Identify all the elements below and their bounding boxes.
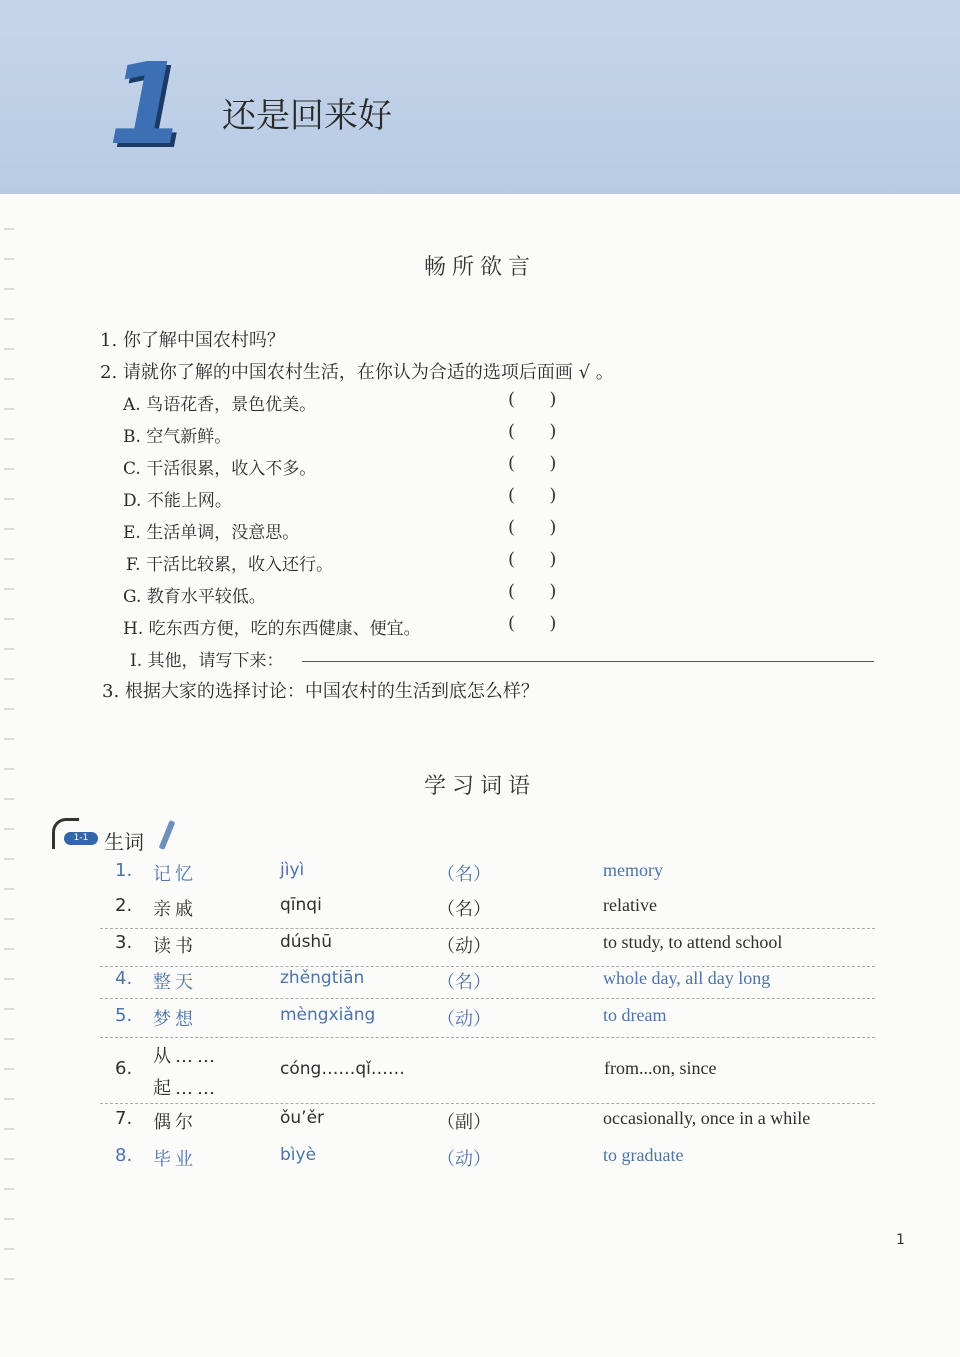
- vocab-hanzi-line1: 从……: [153, 1046, 219, 1067]
- section-title-discussion: 畅所欲言: [423, 255, 536, 280]
- vocab-pos: （名）: [437, 972, 491, 993]
- binding-marks: [4, 200, 14, 1300]
- chapter-number: 1: [108, 40, 184, 170]
- answer-blank[interactable]: ( ): [508, 453, 557, 474]
- option-c: C. 干活很累，收入不多。: [123, 459, 317, 479]
- vocab-row: [100, 932, 875, 967]
- option-f: F. 干活比较累，收入还行。: [126, 555, 333, 575]
- vocab-hanzi: 记忆: [153, 864, 197, 885]
- option-g: G. 教育水平较低。: [123, 587, 266, 607]
- answer-blank[interactable]: ( ): [508, 581, 557, 602]
- option-a: A. 鸟语花香，景色优美。: [123, 395, 317, 415]
- vocab-number: 3.: [115, 932, 133, 953]
- answer-blank[interactable]: ( ): [508, 421, 557, 442]
- question-1: 1. 你了解中国农村吗？: [100, 330, 285, 351]
- vocab-pinyin: cóng……qǐ……: [280, 1059, 405, 1079]
- vocab-pinyin: dúshū: [280, 932, 332, 952]
- vocab-hanzi-line2: 起……: [153, 1078, 219, 1099]
- section-title-vocabulary: 学习词语: [423, 774, 536, 799]
- vocab-hanzi: 偶尔: [153, 1112, 197, 1133]
- vocab-hanzi: 毕业: [153, 1149, 197, 1170]
- question-2: 2. 请就你了解的中国农村生活，在你认为合适的选项后面画 √ 。: [100, 362, 614, 383]
- vocab-row: [100, 1005, 875, 1038]
- option-h: H. 吃东西方便，吃的东西健康、便宜。: [123, 619, 421, 639]
- vocab-english: memory: [603, 860, 663, 880]
- vocab-pinyin: mèngxiǎng: [280, 1005, 376, 1025]
- page-number: 1: [896, 1232, 905, 1248]
- vocab-english: relative: [603, 895, 657, 915]
- vocab-hanzi: 梦想: [153, 1009, 197, 1030]
- vocab-number: 6.: [115, 1058, 133, 1079]
- vocab-hanzi: 整天: [153, 972, 197, 993]
- write-in-line[interactable]: [302, 661, 874, 662]
- vocab-row: [100, 968, 875, 999]
- vocab-english: whole day, all day long: [603, 968, 771, 988]
- vocab-pinyin: jìyì: [280, 860, 305, 880]
- chapter-title: 还是回来好: [222, 96, 392, 136]
- pencil-icon: [159, 820, 176, 850]
- vocab-english: to graduate: [603, 1145, 684, 1165]
- option-e: E. 生活单调，没意思。: [123, 523, 300, 543]
- vocab-hanzi: 读书: [153, 936, 197, 957]
- vocab-pos: （名）: [437, 864, 491, 885]
- vocab-pos: （动）: [437, 1009, 491, 1030]
- vocab-row: [100, 1040, 875, 1104]
- vocab-number: 2.: [115, 895, 133, 916]
- answer-blank[interactable]: ( ): [508, 613, 557, 634]
- vocab-row: [100, 895, 875, 929]
- option-b: B. 空气新鲜。: [123, 427, 232, 447]
- vocab-row: [100, 1108, 875, 1142]
- vocab-row: [100, 1145, 875, 1177]
- vocab-pos: （动）: [437, 936, 491, 957]
- vocab-hanzi: 亲戚: [153, 899, 197, 920]
- vocab-number: 7.: [115, 1108, 133, 1129]
- vocab-english: to study, to attend school: [603, 932, 783, 952]
- vocab-pos: （动）: [437, 1149, 491, 1170]
- vocab-number: 4.: [115, 968, 133, 989]
- vocab-pinyin: bìyè: [280, 1145, 317, 1165]
- vocab-row: [100, 860, 875, 892]
- option-d: D. 不能上网。: [123, 491, 232, 511]
- vocab-number: 8.: [115, 1145, 133, 1166]
- answer-blank[interactable]: ( ): [508, 485, 557, 506]
- option-i: I. 其他，请写下来：: [130, 651, 284, 671]
- vocab-english: from...on, since: [604, 1058, 717, 1078]
- question-3: 3. 根据大家的选择讨论：中国农村的生活到底怎么样？: [102, 681, 539, 702]
- vocab-pos: （名）: [437, 899, 491, 920]
- chapter-banner: [0, 0, 960, 194]
- vocab-english: occasionally, once in a while: [603, 1108, 811, 1128]
- vocab-pos: （副）: [437, 1112, 491, 1133]
- vocab-pinyin: zhěngtiān: [280, 968, 365, 988]
- answer-blank[interactable]: ( ): [508, 549, 557, 570]
- vocab-english: to dream: [603, 1005, 667, 1025]
- audio-track-badge[interactable]: 1-1: [64, 832, 98, 845]
- vocab-label: 生词: [104, 830, 144, 854]
- vocab-pinyin: qīnqi: [280, 895, 322, 915]
- vocab-number: 1.: [115, 860, 133, 881]
- vocab-pinyin: ǒu’ěr: [280, 1108, 325, 1128]
- vocab-number: 5.: [115, 1005, 133, 1026]
- answer-blank[interactable]: ( ): [508, 517, 557, 538]
- answer-blank[interactable]: ( ): [508, 389, 557, 410]
